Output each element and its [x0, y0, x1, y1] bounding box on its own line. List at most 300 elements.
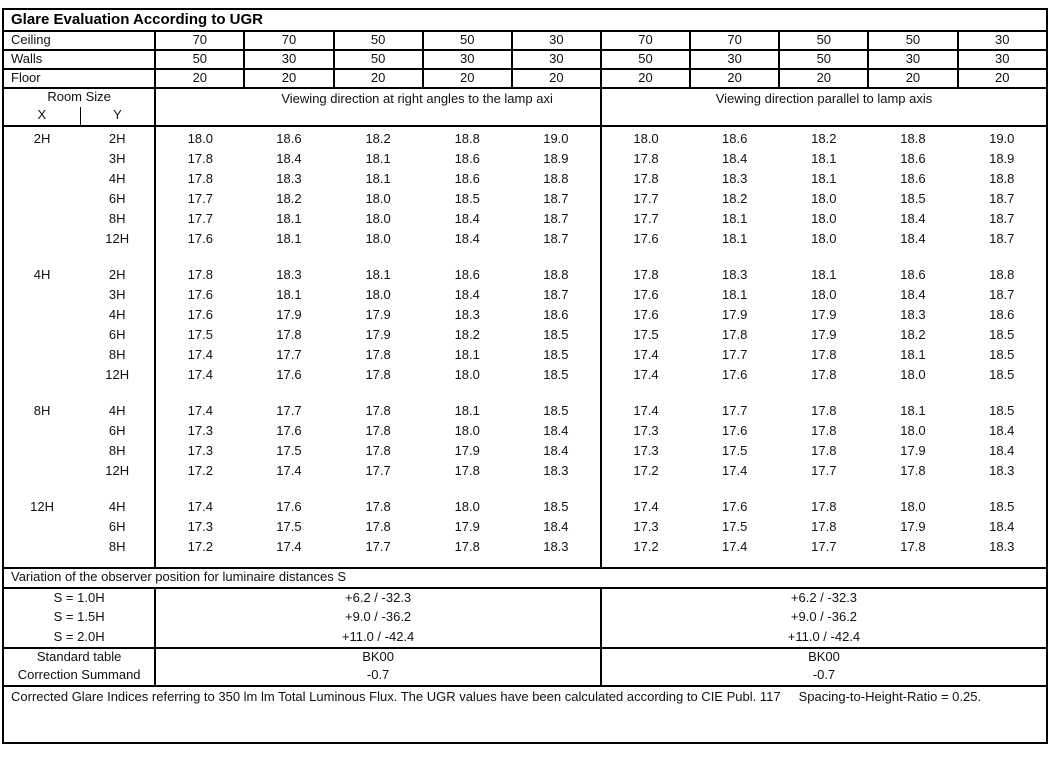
room-y-value: 12H: [80, 462, 155, 482]
summary-label: Standard table: [3, 648, 155, 667]
ugr-value-left: 17.4: [187, 347, 213, 363]
ugr-value-right: 18.4: [722, 151, 748, 167]
ugr-value-right: 18.5: [989, 347, 1015, 363]
ugr-value-right: 17.8: [811, 499, 837, 515]
surface-value: 30: [958, 50, 1047, 69]
ugr-value-left: 18.1: [276, 211, 302, 227]
ugr-value-right: 17.8: [811, 423, 837, 439]
ugr-value-left: 18.0: [365, 211, 391, 227]
ugr-data-row: [3, 230, 1047, 250]
ugr-value-left: 17.7: [365, 463, 391, 479]
ugr-value-left: 18.0: [454, 423, 480, 439]
ugr-value-right: 18.1: [900, 347, 926, 363]
ugr-value-right: 18.3: [722, 267, 748, 283]
ugr-value-right: 18.7: [989, 211, 1015, 227]
ugr-value-left: 17.7: [187, 211, 213, 227]
ugr-value-left: 17.3: [187, 519, 213, 535]
ugr-value-left: 17.8: [365, 499, 391, 515]
ugr-value-right: 17.3: [633, 519, 659, 535]
ugr-value-left: 18.1: [365, 267, 391, 283]
ugr-value-left: 18.3: [454, 307, 480, 323]
ugr-value-right: 18.5: [989, 367, 1015, 383]
surface-value: 30: [512, 31, 601, 50]
ugr-data-row: [3, 130, 1047, 150]
ugr-value-right: 17.8: [811, 443, 837, 459]
ugr-data-row: [3, 326, 1047, 346]
room-y-value: 8H: [80, 210, 155, 230]
ugr-value-left: 18.0: [365, 231, 391, 247]
ugr-value-left: 17.7: [365, 539, 391, 555]
ugr-value-left: 18.6: [454, 267, 480, 283]
ugr-value-left: 18.6: [512, 306, 601, 326]
surface-value: 30: [423, 50, 512, 69]
ugr-value-right: 17.9: [811, 327, 837, 343]
ugr-value-right: 17.8: [900, 463, 926, 479]
ugr-value-left: 18.5: [512, 366, 601, 386]
ugr-value-right: 17.5: [633, 327, 659, 343]
ugr-value-left: 17.9: [276, 307, 302, 323]
surface-value: 50: [779, 31, 868, 50]
ugr-data-row: [3, 442, 1047, 462]
variation-heading: Variation of the observer position for luminaire distances S: [3, 568, 1047, 588]
x-axis-label: X: [3, 107, 80, 126]
spacer-row: [3, 482, 1047, 498]
ugr-value-right: 18.4: [989, 423, 1015, 439]
room-y-value: 8H: [80, 442, 155, 462]
ugr-value-left: 18.1: [454, 347, 480, 363]
ugr-value-left: 17.7: [276, 403, 302, 419]
ugr-value-left: 17.8: [187, 151, 213, 167]
ugr-value-left: 17.9: [365, 327, 391, 343]
ugr-value-left: 17.2: [187, 539, 213, 555]
ugr-data-row: [3, 170, 1047, 190]
ugr-value-right: 17.9: [811, 307, 837, 323]
variation-heading-section: [3, 568, 1047, 588]
ugr-value-left: 18.0: [454, 367, 480, 383]
ugr-value-left: 18.0: [187, 131, 213, 147]
room-x-value: [3, 170, 80, 190]
ugr-value-left: 18.9: [512, 150, 601, 170]
room-y-value: 12H: [80, 366, 155, 386]
surface-value: 30: [868, 50, 957, 69]
ugr-value-left: 18.4: [512, 422, 601, 442]
spacer-cell: [155, 558, 601, 568]
ugr-value-right: 18.1: [900, 403, 926, 419]
surface-value: 20: [423, 69, 512, 88]
ugr-value-right: 17.6: [633, 287, 659, 303]
ugr-value-right: 18.4: [900, 287, 926, 303]
ugr-value-left: 17.8: [365, 423, 391, 439]
ugr-value-right: 17.6: [633, 231, 659, 247]
ugr-value-left: 17.3: [187, 423, 213, 439]
ugr-value-right: 18.1: [722, 231, 748, 247]
ugr-value-right: 17.4: [633, 367, 659, 383]
room-x-value: [3, 326, 80, 346]
right-section-heading: Viewing direction parallel to lamp axis: [601, 88, 1047, 126]
ugr-value-right: 17.8: [811, 347, 837, 363]
ugr-value-left: 18.4: [454, 287, 480, 303]
ugr-value-right: 17.7: [722, 403, 748, 419]
ugr-value-left: 17.4: [276, 463, 302, 479]
ugr-value-right: 18.6: [900, 151, 926, 167]
ugr-value-right: 18.7: [989, 191, 1015, 207]
room-x-value: [3, 306, 80, 326]
ugr-value-left: 17.8: [365, 443, 391, 459]
ugr-value-left: 17.9: [454, 519, 480, 535]
ugr-value-right: 17.4: [722, 539, 748, 555]
ugr-value-right: 18.0: [811, 231, 837, 247]
ugr-value-right: 18.4: [989, 443, 1015, 459]
ugr-value-right: 17.8: [722, 327, 748, 343]
spacer-cell: [601, 386, 1047, 402]
ugr-value-right: 18.3: [900, 307, 926, 323]
ugr-value-right: 17.6: [722, 367, 748, 383]
ugr-value-left: 18.5: [512, 402, 601, 422]
ugr-value-left: 17.6: [276, 367, 302, 383]
ugr-value-right: 17.3: [633, 423, 659, 439]
ugr-value-left: 17.7: [276, 347, 302, 363]
ugr-value-right: 18.0: [811, 211, 837, 227]
ugr-value-right: 18.9: [989, 151, 1015, 167]
footer-section: [3, 686, 1047, 743]
ugr-value-left: 17.8: [276, 327, 302, 343]
spacer-cell: [3, 386, 155, 402]
ugr-value-right: 17.4: [633, 403, 659, 419]
room-x-value: [3, 422, 80, 442]
room-y-value: 4H: [80, 498, 155, 518]
surface-value: 30: [690, 50, 779, 69]
ugr-value-right: 18.2: [722, 191, 748, 207]
variation-value-right: +6.2 / -32.3: [790, 589, 858, 605]
summary-row: [3, 667, 1047, 686]
ugr-value-left: 17.4: [276, 539, 302, 555]
ugr-value-left: 19.0: [512, 130, 601, 150]
spacer-row: [3, 558, 1047, 568]
ugr-value-left: 17.5: [276, 519, 302, 535]
surface-value: 30: [512, 50, 601, 69]
ugr-value-left: 18.4: [276, 151, 302, 167]
surface-value: 70: [601, 31, 690, 50]
ugr-value-left: 17.6: [276, 499, 302, 515]
ugr-value-right: 18.8: [989, 267, 1015, 283]
surface-value: 50: [868, 31, 957, 50]
ugr-value-right: 17.8: [633, 151, 659, 167]
surface-label: Ceiling: [3, 31, 155, 50]
surface-value: 20: [868, 69, 957, 88]
ugr-value-left: 18.5: [512, 326, 601, 346]
ugr-value-right: 18.3: [989, 539, 1015, 555]
ugr-value-right: 18.0: [900, 367, 926, 383]
variation-values-section: [3, 588, 1047, 648]
title-row: [3, 9, 1047, 31]
surface-label: Floor: [3, 69, 155, 88]
ugr-value-right: 17.4: [633, 499, 659, 515]
surface-value: 50: [423, 31, 512, 50]
ugr-value-left: 18.7: [512, 210, 601, 230]
room-y-value: 2H: [80, 130, 155, 150]
ugr-value-right: 17.8: [811, 519, 837, 535]
ugr-value-right: 17.9: [900, 443, 926, 459]
ugr-value-left: 17.8: [365, 519, 391, 535]
ugr-value-left: 18.4: [512, 442, 601, 462]
ugr-value-right: 18.0: [900, 423, 926, 439]
ugr-value-left: 18.1: [276, 287, 302, 303]
ugr-value-right: 17.7: [811, 463, 837, 479]
ugr-value-right: 18.6: [900, 267, 926, 283]
ugr-data-row: [3, 462, 1047, 482]
ugr-value-right: 18.8: [900, 131, 926, 147]
room-x-value: 4H: [33, 267, 51, 283]
spacer-cell: [155, 386, 601, 402]
ugr-value-left: 17.8: [454, 539, 480, 555]
ugr-value-right: 18.1: [811, 151, 837, 167]
ugr-value-right: 17.7: [633, 191, 659, 207]
spacer-cell: [601, 250, 1047, 266]
ugr-value-left: 18.3: [512, 462, 601, 482]
ugr-value-left: 18.0: [365, 191, 391, 207]
ugr-value-left: 18.7: [512, 286, 601, 306]
ugr-value-right: 18.1: [811, 267, 837, 283]
ugr-value-right: 17.9: [722, 307, 748, 323]
ugr-value-right: 18.5: [989, 327, 1015, 343]
variation-row: [3, 628, 1047, 648]
ugr-value-left: 18.5: [454, 191, 480, 207]
surface-value: 50: [334, 50, 423, 69]
ugr-value-left: 18.3: [276, 267, 302, 283]
ugr-value-right: 18.2: [900, 327, 926, 343]
ugr-value-right: 18.3: [722, 171, 748, 187]
ugr-value-right: 17.8: [633, 171, 659, 187]
surface-reflectance-section: [3, 31, 1047, 88]
ugr-value-right: 17.2: [633, 539, 659, 555]
ugr-value-right: 18.1: [722, 287, 748, 303]
ugr-value-left: 17.6: [276, 423, 302, 439]
ugr-value-right: 17.8: [633, 267, 659, 283]
ugr-value-right: 18.2: [811, 131, 837, 147]
surface-value: 70: [244, 31, 333, 50]
ugr-value-right: 18.5: [900, 191, 926, 207]
ugr-data-row: [3, 538, 1047, 558]
ugr-value-left: 17.8: [365, 347, 391, 363]
room-x-value: [3, 518, 80, 538]
ugr-value-left: 18.8: [512, 266, 601, 286]
ugr-value-right: 18.0: [633, 131, 659, 147]
surface-value: 50: [155, 50, 244, 69]
summary-value-left: BK00: [155, 648, 601, 667]
variation-row: [3, 588, 1047, 608]
ugr-value-right: 17.8: [811, 403, 837, 419]
surface-value: 50: [601, 50, 690, 69]
ugr-value-left: 18.4: [454, 231, 480, 247]
surface-row: [3, 50, 1047, 69]
ugr-data-row: [3, 286, 1047, 306]
ugr-data-row: [3, 190, 1047, 210]
surface-value: 30: [958, 31, 1047, 50]
ugr-value-left: 17.5: [276, 443, 302, 459]
surface-value: 70: [155, 31, 244, 50]
ugr-value-left: 18.2: [365, 131, 391, 147]
ugr-data-row: [3, 366, 1047, 386]
ugr-value-right: 17.8: [811, 367, 837, 383]
ugr-value-left: 17.9: [365, 307, 391, 323]
ugr-value-left: 17.4: [187, 499, 213, 515]
ugr-value-right: 18.4: [989, 519, 1015, 535]
surface-value: 20: [779, 69, 868, 88]
ugr-value-right: 17.5: [722, 519, 748, 535]
ugr-value-left: 18.8: [512, 170, 601, 190]
room-y-value: 6H: [80, 518, 155, 538]
ugr-value-right: 18.3: [989, 463, 1015, 479]
variation-value-left: +6.2 / -32.3: [155, 588, 601, 608]
room-y-value: 4H: [80, 170, 155, 190]
room-x-value: [3, 442, 80, 462]
ugr-value-right: 17.6: [722, 499, 748, 515]
room-size-label: Room Size: [47, 89, 111, 105]
spacer-row: [3, 386, 1047, 402]
footer-note: Corrected Glare Indices referring to 350 lm lm Total Luminous Flux. The UGR values have been calculated according to CIE Publ. 117 Spacing-to-Height-Ratio = 0.25.: [3, 686, 1047, 743]
surface-value: 70: [690, 31, 779, 50]
summary-value-right: BK00: [601, 648, 1047, 667]
variation-value-left: +11.0 / -42.4: [155, 628, 601, 648]
spacer-cell: [601, 482, 1047, 498]
ugr-value-left: 17.8: [187, 171, 213, 187]
ugr-value-left: 17.4: [187, 367, 213, 383]
ugr-value-left: 17.3: [187, 443, 213, 459]
ugr-value-right: 18.7: [989, 231, 1015, 247]
ugr-value-left: 17.5: [187, 327, 213, 343]
ugr-value-right: 18.6: [722, 131, 748, 147]
room-x-value: 12H: [30, 499, 54, 515]
ugr-value-left: 18.4: [454, 211, 480, 227]
room-y-value: 2H: [80, 266, 155, 286]
ugr-value-left: 17.9: [454, 443, 480, 459]
surface-value: 20: [334, 69, 423, 88]
header-row: [3, 88, 1047, 107]
variation-heading-row: [3, 568, 1047, 588]
left-section-heading: Viewing direction at right angles to the lamp axi: [155, 88, 601, 126]
ugr-value-right: 17.4: [722, 463, 748, 479]
ugr-data-row: [3, 306, 1047, 326]
ugr-value-left: 18.1: [365, 171, 391, 187]
spacer-cell: [155, 482, 601, 498]
ugr-value-left: 17.4: [187, 403, 213, 419]
spacer-cell: [3, 558, 155, 568]
summary-label: Correction Summand: [3, 667, 155, 686]
footer-row: [3, 686, 1047, 743]
ugr-value-right: 17.6: [722, 423, 748, 439]
room-x-value: [3, 150, 80, 170]
ugr-value-left: 17.8: [365, 367, 391, 383]
surface-value: 20: [690, 69, 779, 88]
room-y-value: 6H: [80, 326, 155, 346]
ugr-value-right: 17.2: [633, 463, 659, 479]
ugr-value-left: 17.6: [187, 287, 213, 303]
ugr-data-row: [3, 210, 1047, 230]
room-x-value: [3, 190, 80, 210]
variation-value-left: +9.0 / -36.2: [155, 608, 601, 628]
ugr-value-left: 17.8: [454, 463, 480, 479]
ugr-value-right: 17.4: [633, 347, 659, 363]
ugr-data-row: [3, 498, 1047, 518]
surface-row: [3, 31, 1047, 50]
ugr-value-right: 18.0: [811, 287, 837, 303]
surface-value: 50: [334, 31, 423, 50]
surface-value: 20: [512, 69, 601, 88]
room-x-value: [3, 286, 80, 306]
ugr-value-left: 18.3: [276, 171, 302, 187]
room-y-value: 3H: [80, 286, 155, 306]
ugr-value-left: 18.5: [512, 346, 601, 366]
room-y-value: 8H: [80, 538, 155, 558]
surface-value: 20: [155, 69, 244, 88]
ugr-value-left: 18.3: [512, 538, 601, 558]
ugr-data-row: [3, 402, 1047, 422]
ugr-value-left: 18.7: [512, 190, 601, 210]
variation-value-right: +9.0 / -36.2: [790, 609, 858, 625]
ugr-value-right: 18.4: [900, 231, 926, 247]
ugr-value-right: 17.7: [722, 347, 748, 363]
ugr-value-right: 18.0: [811, 191, 837, 207]
ugr-value-right: 18.6: [900, 171, 926, 187]
distance-label: S = 1.0H: [3, 588, 155, 608]
ugr-value-left: 17.8: [365, 403, 391, 419]
room-y-value: 6H: [80, 190, 155, 210]
ugr-value-right: 17.8: [900, 539, 926, 555]
ugr-value-left: 18.7: [512, 230, 601, 250]
surface-value: 20: [958, 69, 1047, 88]
ugr-value-left: 18.8: [454, 131, 480, 147]
room-x-value: [3, 366, 80, 386]
surface-value: 20: [244, 69, 333, 88]
surface-row: [3, 69, 1047, 88]
distance-label: S = 1.5H: [3, 608, 155, 628]
ugr-value-left: 18.0: [365, 287, 391, 303]
ugr-data-row: [3, 518, 1047, 538]
ugr-value-right: 17.6: [633, 307, 659, 323]
ugr-value-right: 18.5: [989, 499, 1015, 515]
ugr-value-right: 18.7: [989, 287, 1015, 303]
ugr-value-right: 18.6: [989, 307, 1015, 323]
room-x-value: [3, 538, 80, 558]
ugr-value-right: 17.9: [900, 519, 926, 535]
ugr-value-right: 17.3: [633, 443, 659, 459]
room-x-value: [3, 462, 80, 482]
room-x-value: 2H: [33, 131, 51, 147]
distance-label: S = 2.0H: [3, 628, 155, 648]
spacer-cell: [601, 558, 1047, 568]
ugr-data-row: [3, 150, 1047, 170]
summary-value-left: -0.7: [155, 667, 601, 686]
summary-section: [3, 648, 1047, 686]
ugr-data-row: [3, 422, 1047, 442]
ugr-value-left: 17.6: [187, 231, 213, 247]
spacer-cell: [155, 250, 601, 266]
room-y-value: 8H: [80, 346, 155, 366]
ugr-value-right: 19.0: [989, 131, 1015, 147]
variation-value-right: +11.0 / -42.4: [787, 628, 861, 644]
ugr-value-left: 18.5: [512, 498, 601, 518]
page-title: Glare Evaluation According to UGR: [3, 9, 1047, 31]
column-header-section: [3, 88, 1047, 126]
ugr-value-left: 17.6: [187, 307, 213, 323]
ugr-value-left: 18.6: [276, 131, 302, 147]
ugr-table: [2, 8, 1048, 744]
ugr-value-left: 17.7: [187, 191, 213, 207]
ugr-data-row: [3, 346, 1047, 366]
ugr-value-right: 17.7: [633, 211, 659, 227]
ugr-value-left: 18.2: [276, 191, 302, 207]
ugr-value-right: 18.0: [900, 499, 926, 515]
